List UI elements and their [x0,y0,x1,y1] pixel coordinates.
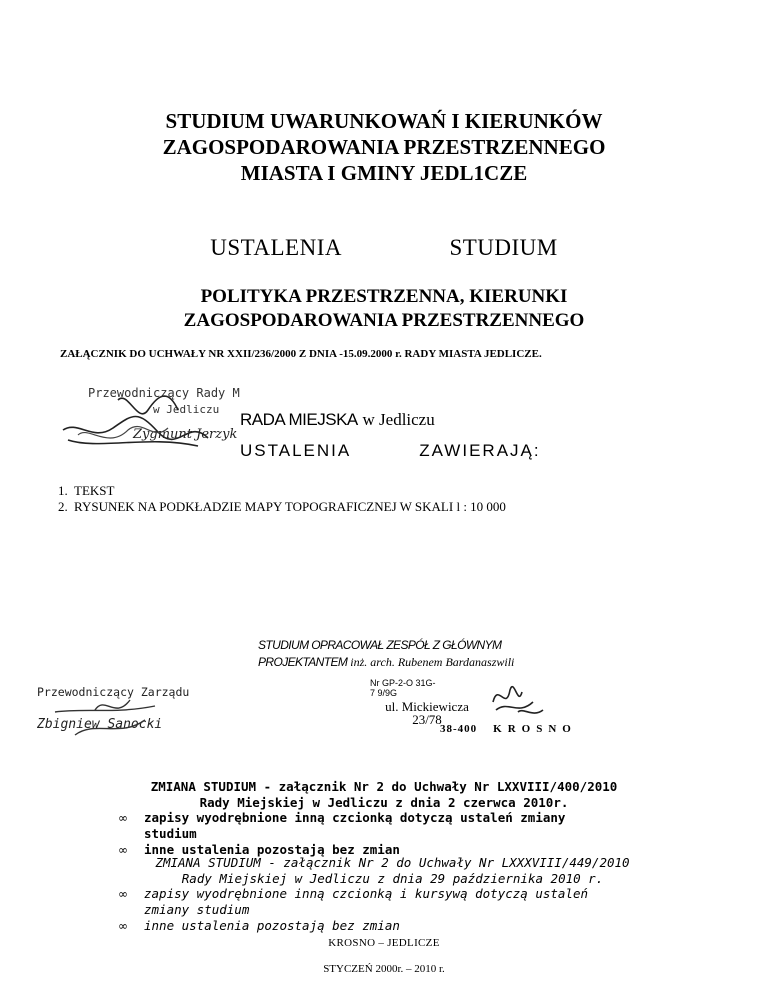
list-item [118,886,614,918]
list-item-text: RYSUNEK NA PODKŁADZIE MAPY TOPOGRAFICZNEJ W SKALI l : 10 000 [74,499,506,514]
opracowal-line-2 [258,654,514,671]
signature-projektant [488,672,548,722]
zmiana1-heading [0,779,768,811]
polityka-heading [0,285,768,333]
zmiana1-bullets [118,810,614,858]
polityka-line-1: POLITYKA PRZESTRZENNA, KIERUNKI [200,286,568,307]
zmiana1-line-1: ZMIANA STUDIUM - załącznik Nr 2 do Uchwały Nr LXXVIII/400/2010 [150,779,618,794]
signature-projektant-scribble [493,687,543,713]
infinity-bullet-icon: ∞ [118,843,128,857]
bullet-text: zapisy wyodrębnione inną czcionką dotyczą ustaleń zmiany studium [144,810,566,841]
signature-stamp-rada [58,380,248,455]
list-item [58,499,506,515]
list-item-text: TEKST [74,483,115,498]
zawieraja-word-2: ZAWIERAJĄ: [419,441,541,460]
list-item [118,810,614,842]
signature1-line2: w Jedliczu [153,403,220,416]
stamp-license-line-1: Nr GP-2-O 31G- [370,678,436,688]
footer-place: KROSNO – JEDLICZE [328,937,440,949]
stamp-license-line-2: 7 9/9G [370,688,398,698]
rada-name: RADA MIEJSKA [240,410,358,429]
title-line-2: ZAGOSPODAROWANIA PRZESTRZENNEGO [162,135,606,159]
opracowal-line-1: STUDIUM OPRACOWAŁ ZESPÓŁ Z GŁÓWNYM [258,638,502,652]
list-item-number: 1. [58,483,68,498]
list-item [58,483,506,499]
stamp-postal [440,723,577,735]
contents-list [58,483,506,515]
opracowal-block [258,637,514,671]
signature1-line1: Przewodniczący Rady M [88,386,240,400]
bullet-text: inne ustalenia pozostają bez zmian [144,842,400,857]
bullet-text: zapisy wyodrębnione inną czcionką i kursywą dotyczą ustaleń zmiany studium [144,886,589,917]
zalacznik-text: ZAŁĄCZNIK DO UCHWAŁY NR XXII/236/2000 Z DNIA -15.09.2000 r. RADY MIASTA JEDLICZE. [60,348,542,360]
signature1-line3: Zygmunt Jerzyk [133,427,238,442]
signature2-line1: Przewodniczący Zarządu [37,685,190,699]
rada-location: w Jedliczu [362,410,435,429]
footer-date: STYCZEŃ 2000r. – 2010 r. [323,963,445,975]
list-item-number: 2. [58,499,68,514]
zmiana2-bullets [118,886,614,934]
list-item [118,918,614,934]
rada-line [240,410,435,430]
stamp-number: 23/78 [412,712,442,727]
stamp-street: ul. Mickiewicza [385,699,469,714]
zmiana2-heading [120,855,665,887]
infinity-bullet-icon: ∞ [118,887,128,901]
signature-stamp-zarzad [35,680,205,740]
signature2-line2: Zbigniew Sanocki [37,717,163,732]
title-line-3: MIASTA I GMINY JEDL1CZE [240,161,528,185]
title-line-1: STUDIUM UWARUNKOWAŃ I KIERUNKÓW [165,109,603,133]
zawieraja-word-1: USTALENIA [240,441,352,460]
opracowal-name: inż. arch. Rubenem Bardanaszwili [347,655,515,669]
bullet-text: inne ustalenia pozostają bez zmian [144,918,400,933]
stamp-license [370,678,436,698]
ustalenia-zawieraja [240,441,541,461]
stamp-postal-code: 38-400 [440,723,478,735]
polityka-line-2: ZAGOSPODAROWANIA PRZESTRZENNEGO [183,310,585,331]
zmiana2-line-2: Rady Miejskiej w Jedliczu z dnia 29 października 2010 r. [181,871,604,886]
ustalenia-heading: USTALENIA STUDIUM [210,235,558,260]
zmiana1-line-2: Rady Miejskiej w Jedliczu z dnia 2 czerwca 2010r. [199,795,569,810]
infinity-bullet-icon: ∞ [118,811,128,825]
infinity-bullet-icon: ∞ [118,919,128,933]
zmiana2-line-1: ZMIANA STUDIUM - załącznik Nr 2 do Uchwały Nr LXXXVIII/449/2010 [155,855,630,870]
stamp-city: KROSNO [493,723,577,735]
document-title [0,108,768,186]
opracowal-prefix: PROJEKTANTEM [258,655,348,669]
